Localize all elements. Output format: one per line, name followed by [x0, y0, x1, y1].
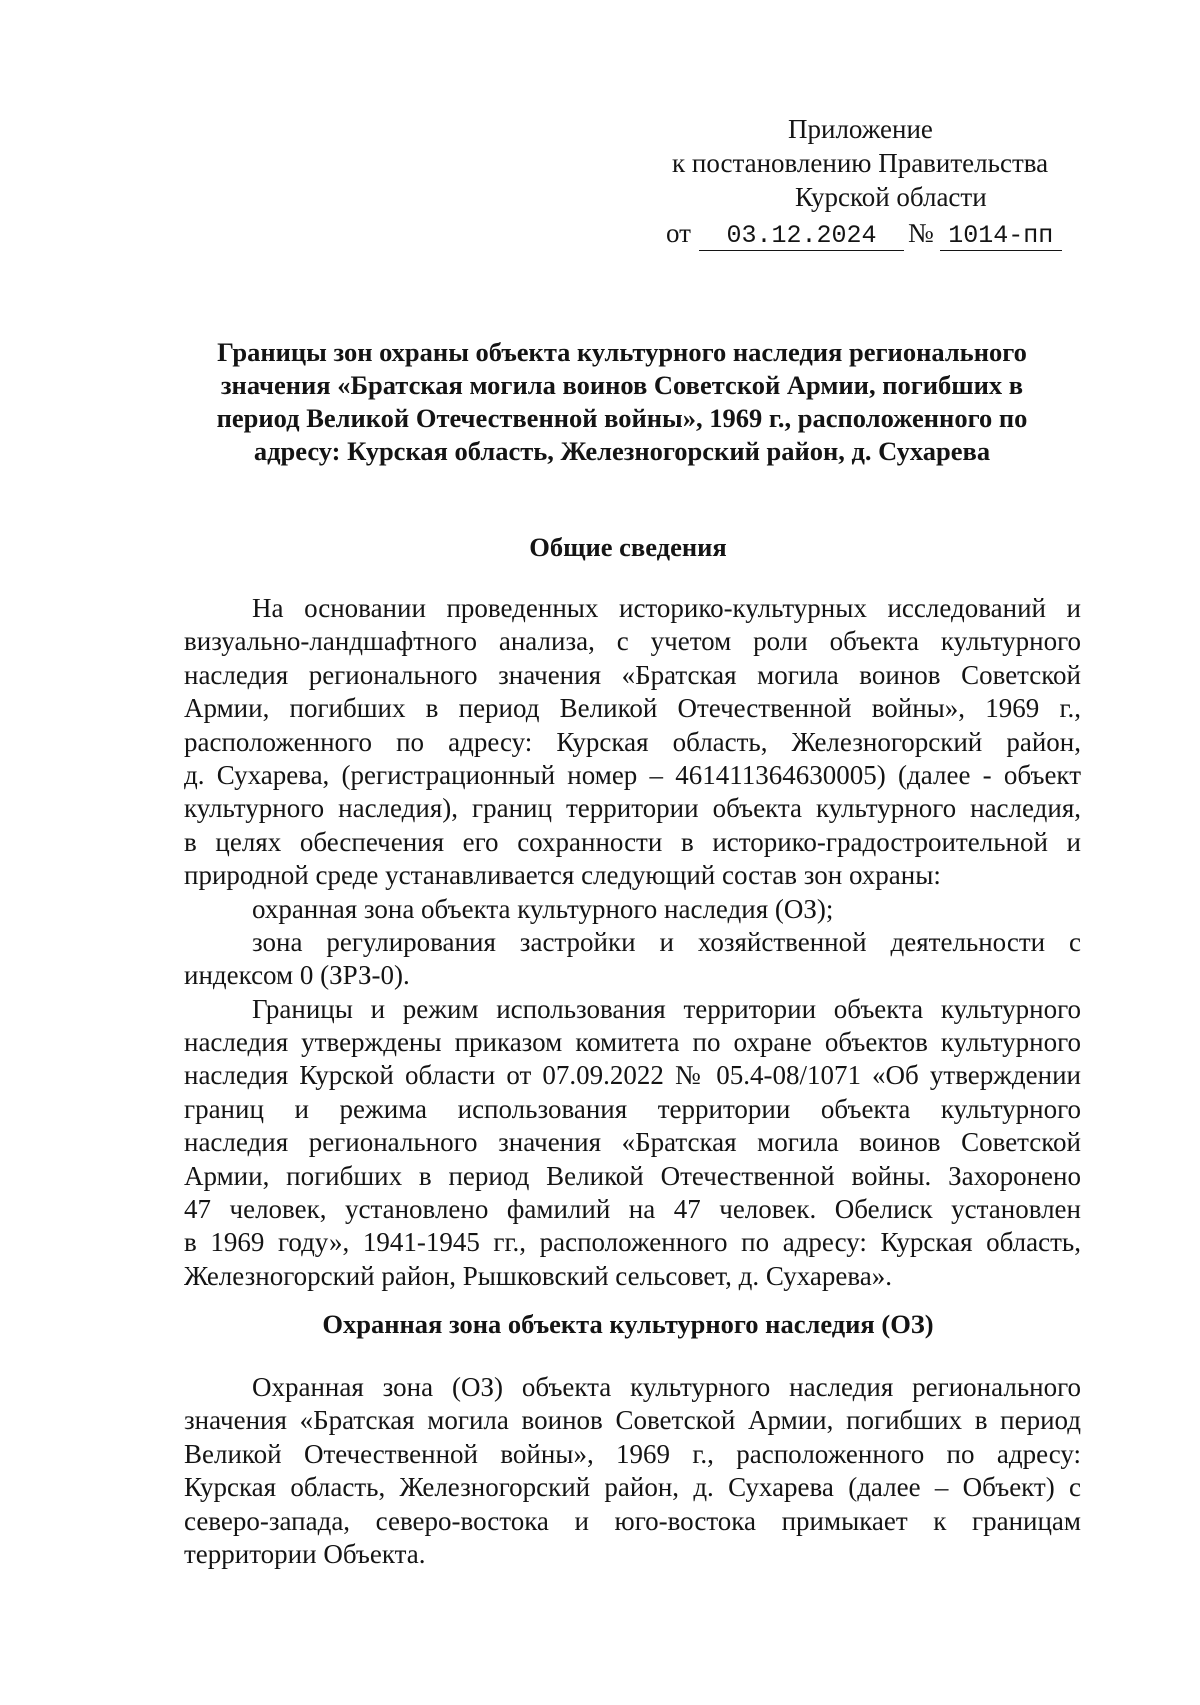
- paragraph-line: наследия регионального значения «Братская могила воинов Советской: [184, 1127, 1081, 1158]
- paragraph-line: Железногорский район, Рышковский сельсовет, д. Сухарева».: [184, 1260, 892, 1291]
- paragraph-line: в целях обеспечения его сохранности в историко-градостроительной и: [184, 826, 1081, 857]
- title-line: значения «Братская могила воинов Советской Армии, погибших в: [220, 370, 1024, 400]
- from-label: от: [666, 218, 691, 248]
- appendix-line-3: Курской области: [795, 182, 987, 212]
- paragraph-line: зона регулирования застройки и хозяйственной деятельности с: [252, 926, 1081, 957]
- paragraph-line: Границы и режим использования территории объекта культурного: [252, 993, 1081, 1024]
- paragraph-line: индексом 0 (ЗРЗ-0).: [184, 960, 410, 991]
- paragraph-line: Армии, погибших в период Великой Отечественной войны. Захоронено: [184, 1160, 1081, 1191]
- paragraph-line: культурного наследия), границ территории объекта культурного наследия,: [184, 793, 1081, 824]
- section-general-body: [184, 592, 1081, 1293]
- appendix-date-number-line: [660, 216, 1080, 251]
- paragraph-line: наследия Курской области от 07.09.2022 № 05.4-08/1071 «Об утверждении: [184, 1060, 1081, 1091]
- paragraph-line: наследия утверждены приказом комитета по охране объектов культурного: [184, 1027, 1081, 1058]
- paragraph-line: 47 человек, установлено фамилий на 47 человек. Обелиск установлен: [184, 1194, 1081, 1225]
- paragraph-line: расположенного по адресу: Курская область, Железногорский район,: [184, 726, 1081, 757]
- paragraph-line: в 1969 году», 1941-1945 гг., расположенного по адресу: Курская область,: [184, 1227, 1081, 1258]
- title-line: Границы зон охраны объекта культурного наследия регионального: [217, 337, 1027, 367]
- paragraph-line: территории Объекта.: [184, 1538, 426, 1569]
- paragraph-line: природной среде устанавливается следующий состав зон охраны:: [184, 860, 941, 891]
- paragraph-line: На основании проведенных историко-культурных исследований и: [252, 593, 1081, 623]
- resolution-number: 1014-пп: [940, 222, 1062, 251]
- resolution-date: 03.12.2024: [699, 222, 904, 251]
- document-title: [182, 336, 1062, 468]
- section-protection-zone-body: [184, 1371, 1081, 1571]
- paragraph-line: Курская область, Железногорский район, д. Сухарева (далее – Объект) с: [184, 1472, 1081, 1503]
- appendix-header: [660, 112, 1080, 251]
- paragraph-line: значения «Братская могила воинов Советской Армии, погибших в период: [184, 1405, 1081, 1436]
- paragraph-line: визуально-ландшафтного анализа, с учетом роли объекта культурного: [184, 626, 1081, 657]
- paragraph-line: д. Сухарева, (регистрационный номер – 461411364630005) (далее - объект: [184, 759, 1081, 790]
- section-heading-general: Общие сведения: [529, 532, 727, 562]
- paragraph-line: охранная зона объекта культурного наследия (ОЗ);: [252, 893, 834, 924]
- appendix-line-2: к постановлению Правительства: [672, 148, 1049, 178]
- title-line: период Великой Отечественной войны», 1969 г., расположенного по: [216, 403, 1028, 433]
- paragraph-line: наследия регионального значения «Братская могила воинов Советской: [184, 659, 1081, 690]
- section-heading-protection-zone: Охранная зона объекта культурного наследия (ОЗ): [322, 1309, 934, 1339]
- title-line: адресу: Курская область, Железногорский район, д. Сухарева: [253, 436, 991, 466]
- paragraph-line: границ и режима использования территории объекта культурного: [184, 1093, 1081, 1124]
- paragraph-line: Великой Отечественной войны», 1969 г., расположенного по адресу:: [184, 1438, 1081, 1469]
- appendix-line-1: Приложение: [788, 114, 933, 144]
- paragraph-line: Охранная зона (ОЗ) объекта культурного наследия регионального: [252, 1372, 1081, 1402]
- number-label: №: [907, 218, 934, 248]
- paragraph-line: Армии, погибших в период Великой Отечественной войны», 1969 г.,: [184, 693, 1081, 724]
- paragraph-line: северо-запада, северо-востока и юго-востока примыкает к границам: [184, 1505, 1081, 1536]
